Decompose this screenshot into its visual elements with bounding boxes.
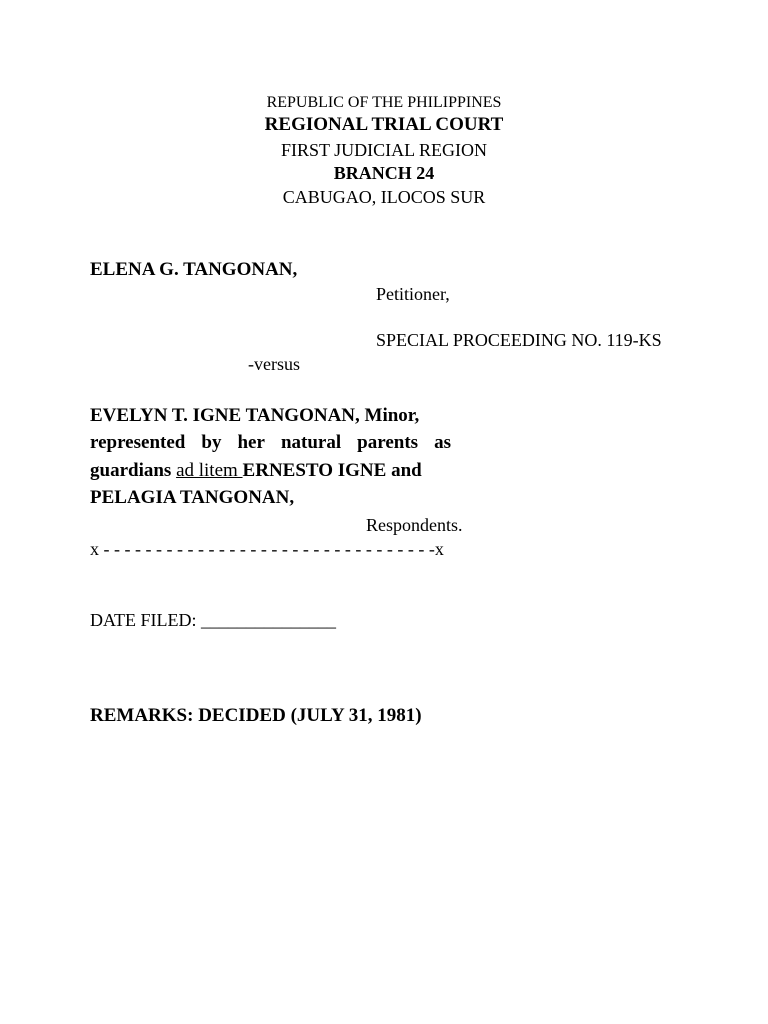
respondent-line-2 [90,432,451,454]
respondent-word: as [434,432,451,453]
respondent-role: Respondents. [366,515,463,535]
case-number: SPECIAL PROCEEDING NO. 119-KS [376,330,662,350]
respondent-word: her [237,432,265,453]
respondent-word: represented [90,432,186,453]
versus-label: -versus [248,354,300,374]
date-filed: DATE FILED: _______________ [90,610,336,630]
respondent-word: natural [280,432,342,453]
petitioner-name: ELENA G. TANGONAN, [90,259,298,280]
republic-heading: REPUBLIC OF THE PHILIPPINES [266,94,502,111]
respondent-line-1: EVELYN T. IGNE TANGONAN, Minor, [90,405,420,426]
caption-separator: x - - - - - - - - - - - - - - - - - - - - - - - - - - - - - - - -x [90,539,444,559]
respondent-line-3-prefix: guardians [90,460,172,481]
region-heading: FIRST JUDICIAL REGION [280,140,487,160]
respondent-line-3-suffix: ERNESTO IGNE and [242,460,422,481]
petitioner-role: Petitioner, [376,284,450,304]
location-heading: CABUGAO, ILOCOS SUR [282,187,486,207]
respondent-line-3 [90,460,451,482]
respondent-line-4: PELAGIA TANGONAN, [90,487,295,508]
respondent-word: parents [357,432,419,453]
court-heading: REGIONAL TRIAL COURT [264,114,504,135]
remarks: REMARKS: DECIDED (JULY 31, 1981) [90,705,422,726]
ad-litem-text: ad litem [176,460,243,481]
respondent-word: by [201,432,222,453]
branch-heading: BRANCH 24 [333,163,435,183]
